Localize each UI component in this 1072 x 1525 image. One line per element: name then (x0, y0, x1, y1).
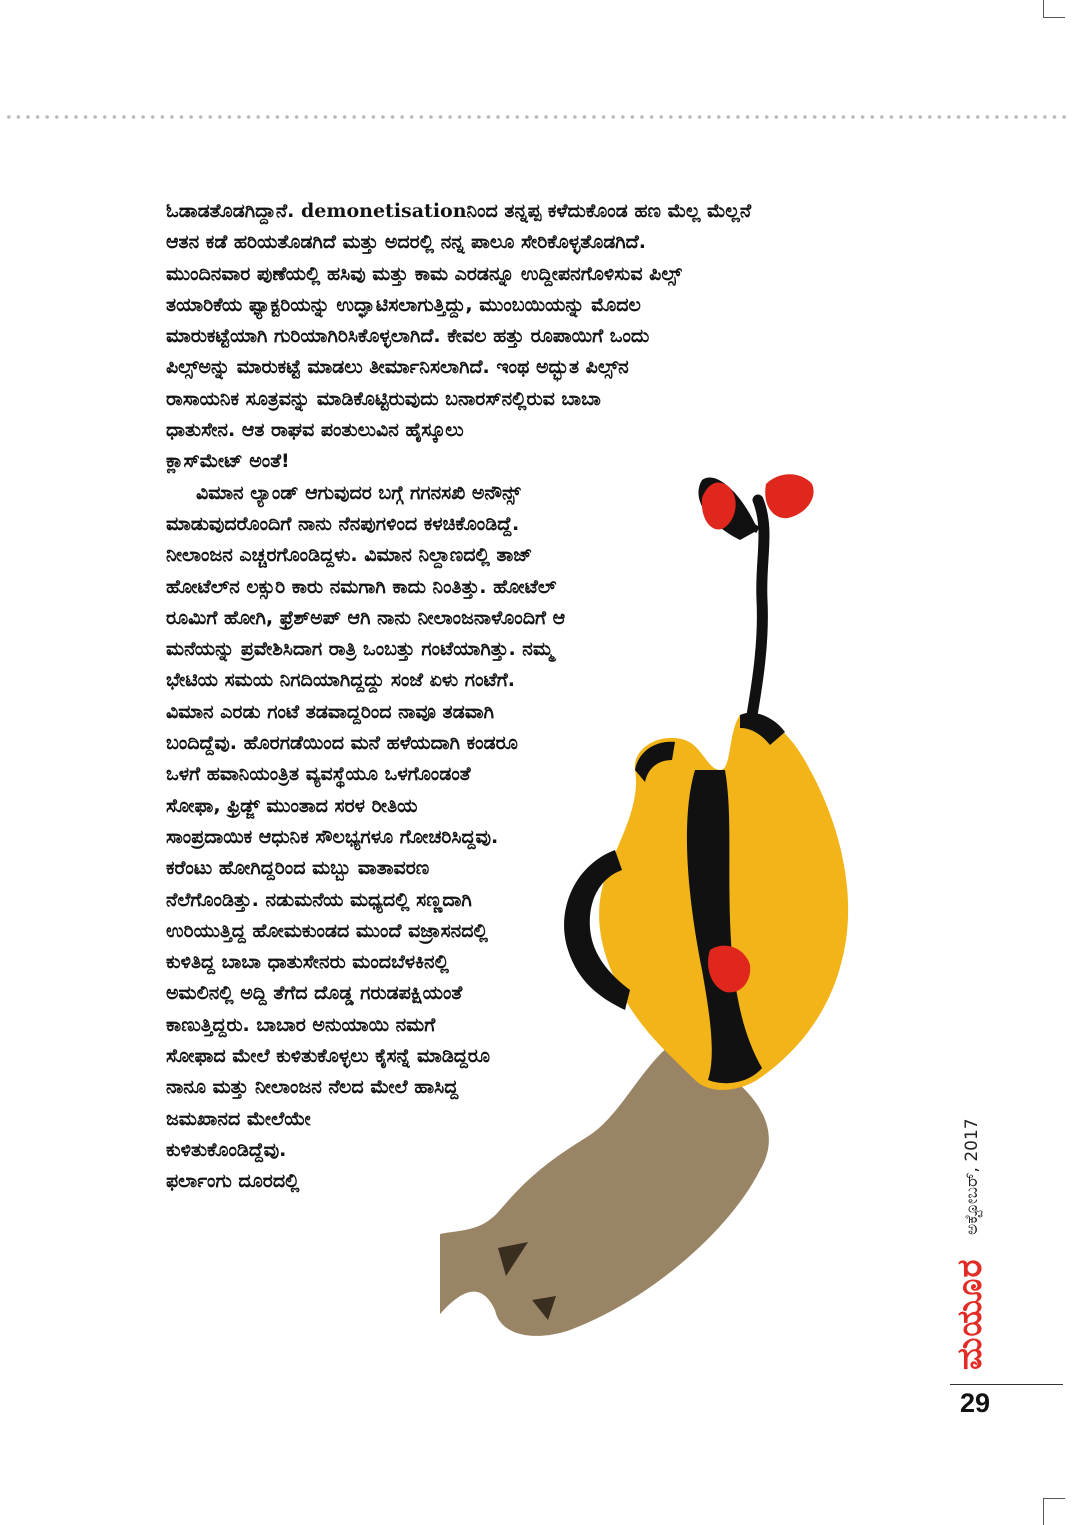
masthead-logo: ಮಯೂರ (950, 1258, 990, 1370)
page-number: 29 (960, 1388, 991, 1418)
article-line: ಕಾಣುತ್ತಿದ್ದರು. ಬಾಬಾರ ಅನುಯಾಯಿ ನಮಗೆ (166, 1013, 436, 1036)
article-line: ಕರೆಂಟು ಹೋಗಿದ್ದರಿಂದ ಮಬ್ಬು ವಾತಾವರಣ (166, 857, 430, 880)
crop-mark-top-right (1043, 0, 1044, 17)
article-line (166, 196, 926, 227)
article-line: ವಿಮಾನ ಎರಡು ಗಂಟೆ ತಡವಾದ್ದರಿಂದ ನಾವೂ ತಡವಾಗಿ (166, 700, 494, 723)
article-line: ಮುಂದಿನವಾರ ಪುಣೆಯಲ್ಲಿ ಹಸಿವು ಮತ್ತು ಕಾಮ ಎರಡನ್ನೂ ಉದ್ದೀಪನಗೊಳಿಸುವ ಪಿಲ್ಸ್ (166, 262, 682, 285)
article-line: ಮನೆಯನ್ನು ಪ್ರವೇಶಿಸಿದಾಗ ರಾತ್ರಿ ಒಂಬತ್ತು ಗಂಟೆಯಾಗಿತ್ತು. ನಮ್ಮ (166, 638, 554, 661)
article-line: ವಿಮಾನ ಲ್ಯಾಂಡ್ ಆಗುವುದರ ಬಗ್ಗೆ ಗಗನಸಖಿ ಅನೌನ್ಸ್ (196, 481, 521, 504)
article-line: ಮಾಡುವುದರೊಂದಿಗೆ ನಾನು ನೆನಪುಗಳಿಂದ ಕಳಚಿಕೊಂಡಿದ್ದೆ. (166, 512, 520, 535)
article-line: ಹೋಟೆಲ್‌ನ ಲಕ್ಸುರಿ ಕಾರು ನಮಗಾಗಿ ಕಾದು ನಿಂತಿತ್ತು. ಹೋಟೆಲ್ (166, 575, 557, 598)
article-line: ಉರಿಯುತ್ತಿದ್ದ ಹೋಮಕುಂಡದ ಮುಂದೆ ವಜ್ರಾಸನದಲ್ಲಿ (166, 919, 488, 942)
article-line-latin-word: demonetisation (301, 200, 467, 222)
article-line: ಅಮಲಿನಲ್ಲಿ ಅದ್ದಿ ತೆಗೆದ ದೊಡ್ಡ ಗರುಡಪಕ್ಷಿಯಂತೆ (166, 982, 463, 1005)
article-line: ಫರ್ಲಾಂಗು ದೂರದಲ್ಲಿ (166, 1170, 300, 1193)
article-line: ಆತನ ಕಡೆ ಹರಿಯತೊಡಗಿದೆ ಮತ್ತು ಅದರಲ್ಲಿ ನನ್ನ ಪಾಲೂ ಸೇರಿಕೊಳ್ಳತೊಡಗಿದೆ. (166, 231, 646, 254)
article-line: ಧಾತುಸೇನ. ಆತ ರಾಘವ ಪಂತುಲುವಿನ ಹೈಸ್ಕೂಲು (166, 419, 464, 442)
article-line: ಮಾರುಕಟ್ಟೆಯಾಗಿ ಗುರಿಯಾಗಿರಿಸಿಕೊಳ್ಳಲಾಗಿದೆ. ಕೇವಲ ಹತ್ತು ರೂಪಾಯಿಗೆ ಒಂದು (166, 325, 650, 348)
issue-date: ಅಕ್ಟೋಬರ್, 2017 (962, 1118, 982, 1235)
article-line: ಕುಳಿತಿದ್ದ ಬಾಬಾ ಧಾತುಸೇನರು ಮಂದಬೆಳಕಿನಲ್ಲಿ (166, 951, 449, 974)
crop-mark-bottom-right (1043, 1498, 1044, 1525)
article-line: ಸೋಫಾ, ಫ್ರಿಡ್ಜ್ ಮುಂತಾದ ಸರಳ ರೀತಿಯ (166, 794, 418, 817)
article-line: ಪಿಲ್ಸ್‌ಅನ್ನು ಮಾರುಕಟ್ಟೆ ಮಾಡಲು ತೀರ್ಮಾನಿಸಲಾಗಿದೆ. ಇಂಥ ಅದ್ಭುತ ಪಿಲ್ಸ್‌ನ (166, 356, 629, 379)
article-line: ಒಳಗೆ ಹವಾನಿಯಂತ್ರಿತ ವ್ಯವಸ್ಥೆಯೂ ಒಳಗೊಂಡಂತೆ (166, 763, 471, 786)
article-line: ರೂಮಿಗೆ ಹೋಗಿ, ಫ್ರೆಶ್‌ಅಪ್ ಆಗಿ ನಾನು ನೀಲಾಂಜನಾಳೊಂದಿಗೆ ಆ (166, 606, 566, 629)
article-line-segment: ನಿಂದ ತನ್ನಪ್ಪ ಕಳೆದುಕೊಂಡ ಹಣ ಮೆಲ್ಲ ಮೆಲ್ಲನೆ (466, 200, 752, 222)
crop-mark-top-right-h (1043, 17, 1065, 18)
crop-mark-bottom-right-h (1043, 1498, 1065, 1499)
article-line: ತಯಾರಿಕೆಯ ಫ್ಯಾಕ್ಟರಿಯನ್ನು ಉದ್ಘಾಟಿಸಲಾಗುತ್ತಿದ್ದು, ಮುಂಬಯಿಯನ್ನು ಮೊದಲ (166, 293, 641, 316)
article-line: ರಾಸಾಯನಿಕ ಸೂತ್ರವನ್ನು ಮಾಡಿಕೊಟ್ಟಿರುವುದು ಬನಾರಸ್‌ನಲ್ಲಿರುವ ಬಾಬಾ (166, 387, 601, 410)
article-line: ನೀಲಾಂಜನ ಎಚ್ಚರಗೊಂಡಿದ್ದಳು. ವಿಮಾನ ನಿಲ್ದಾಣದಲ್ಲಿ ತಾಜ್ (166, 544, 533, 567)
article-line: ಕ್ಲಾಸ್‌ಮೇಟ್ ಅಂತೆ! (166, 450, 290, 473)
article-line: ಬಂದಿದ್ದೆವು. ಹೊರಗಡೆಯಿಂದ ಮನೆ ಹಳೆಯದಾಗಿ ಕಂಡರೂ (166, 732, 518, 755)
article-line: ನೆಲೆಗೊಂಡಿತ್ತು. ನಡುಮನೆಯ ಮಧ್ಯದಲ್ಲಿ ಸಣ್ಣದಾಗಿ (166, 888, 472, 911)
article-line: ಸಾಂಪ್ರದಾಯಿಕ ಆಧುನಿಕ ಸೌಲಭ್ಯಗಳೂ ಗೋಚರಿಸಿದ್ದವು. (166, 825, 499, 848)
article-line: ಸೋಫಾದ ಮೇಲೆ ಕುಳಿತುಕೊಳ್ಳಲು ಕೈಸನ್ನೆ ಮಾಡಿದ್ದರೂ (166, 1045, 490, 1068)
article-line-segment: ಓಡಾಡತೊಡಗಿದ್ದಾನೆ. (166, 200, 301, 222)
article-line: ಕುಳಿತುಕೊಂಡಿದ್ದೆವು. (166, 1138, 287, 1161)
dotted-header-rule (4, 114, 1068, 120)
article-line: ನಾನೂ ಮತ್ತು ನೀಲಾಂಜನ ನೆಲದ ಮೇಲೆ ಹಾಸಿದ್ದ (166, 1076, 459, 1099)
footer-rule (950, 1384, 1063, 1385)
article-line: ಜಮಖಾನದ ಮೇಲೆಯೇ (166, 1107, 311, 1130)
article-body (166, 196, 926, 1198)
article-line: ಭೇಟಿಯ ಸಮಯ ನಿಗದಿಯಾಗಿದ್ದದ್ದು ಸಂಜೆ ಏಳು ಗಂಟೆಗೆ. (166, 669, 515, 692)
